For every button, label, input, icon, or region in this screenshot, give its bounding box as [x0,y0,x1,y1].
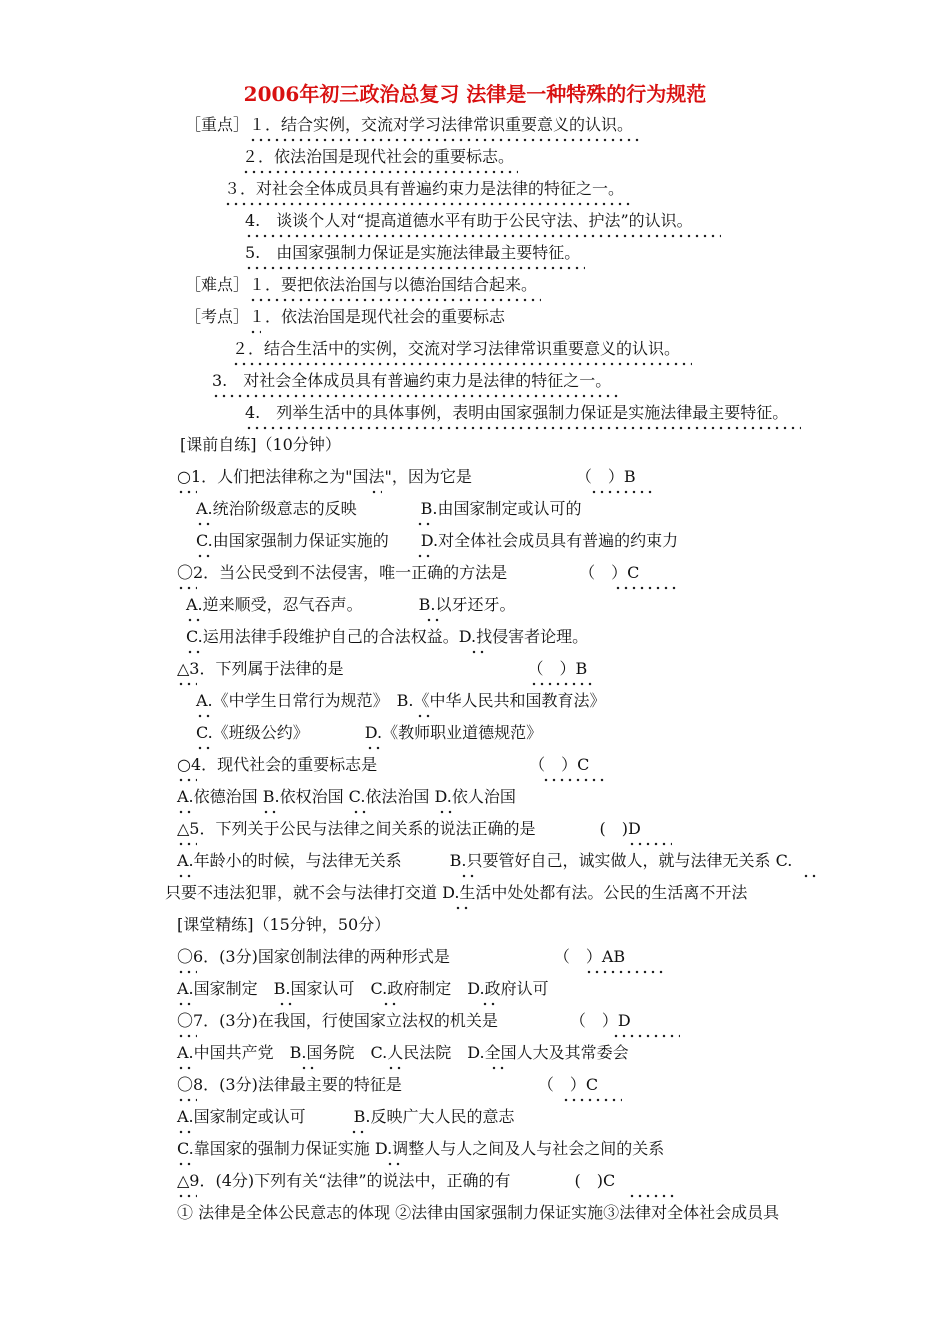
question-6: 〇6．(3分)国家创制法律的两种形式是 （ ）AB [177,947,626,966]
emphasis-dots [242,170,518,174]
question-3-options-cd: C.《班级公约》 D.《教师职业道德规范》 [196,723,543,742]
question-1-options-ab: A.统治阶级意志的反映 B.由国家制定或认可的 [196,499,582,518]
emphasis-dots [177,810,191,814]
question-7-options: A.中国共产党 B.国务院 C.人民法院 D.全国人大及其常委会 [177,1043,629,1062]
question-6-options: A.国家制定 B.国家认可 C.政府制定 D.政府认可 [177,979,549,998]
emphasis-dots [416,522,434,526]
emphasis-dots [196,714,214,718]
emphasis-dots [177,682,197,686]
emphasis-dots [177,874,195,878]
question-4: ○4．现代社会的重要标志是 （ ）C [177,755,590,774]
question-1: ○1．人们把法律称之为"国法"，因为它是 （ ）B [177,467,636,486]
emphasis-dots [470,650,488,654]
emphasis-dots [177,1194,197,1198]
key-point-5: 5. 由国家强制力保证是实施法律最主要特征。 [245,243,581,262]
emphasis-dots [352,810,366,814]
question-5: △5．下列关于公民与法律之间关系的说法正确的是 ( )D [177,819,641,838]
document-title: 2006年初三政治总复习 法律是一种特殊的行为规范 [243,82,707,106]
difficulty-point-1: ［难点］１．要把依法治国与以德治国结合起来。 [185,275,538,294]
emphasis-dots [245,426,801,430]
question-8-options-ab: A.国家制定或认可 B.反映广大人民的意志 [177,1107,515,1126]
emphasis-dots [425,618,443,622]
section-heading-pre-class: [课前自练]（10分钟） [180,435,341,454]
exam-point-3: 3. 对社会全体成员具有普遍约束力是法律的特征之一。 [212,371,612,390]
emphasis-dots [196,522,214,526]
emphasis-dots [562,1098,622,1102]
emphasis-dots [249,330,261,334]
question-5-options-line-2: 只要不违法犯罪，就不会与法律打交道 D.生活中处处都有法。公民的生活离不开法 [165,883,748,902]
emphasis-dots [300,1066,314,1070]
emphasis-dots [490,1066,504,1070]
emphasis-dots [232,362,692,366]
question-3: △3．下列属于法律的是 （ ）B [177,659,588,678]
emphasis-dots [177,778,197,782]
emphasis-dots [802,874,820,878]
emphasis-dots [386,1162,400,1166]
emphasis-dots [262,810,276,814]
question-1-options-cd: C.由国家强制力保证实施的 D.对全体社会成员具有普遍的约束力 [196,531,679,550]
key-point-3: ３．对社会全体成员具有普遍约束力是法律的特征之一。 [224,179,625,198]
emphasis-dots [245,266,585,270]
emphasis-dots [196,554,214,558]
emphasis-dots [177,1002,191,1006]
section-heading-in-class: [课堂精练]（15分钟，50分） [177,915,391,934]
emphasis-dots [481,1002,495,1006]
emphasis-dots [278,1002,292,1006]
emphasis-dots [416,554,434,558]
emphasis-dots [454,906,472,910]
emphasis-dots [438,810,452,814]
emphasis-dots [177,1162,191,1166]
emphasis-dots [382,1002,396,1006]
emphasis-dots [249,298,541,302]
emphasis-dots [177,490,197,494]
emphasis-dots [530,682,592,686]
key-point-1: ［重点］１．结合实例，交流对学习法律常识重要意义的认识。 [185,115,634,134]
question-9: △9．(4分)下列有关“法律”的说法中，正确的有 ( )C [177,1171,616,1190]
emphasis-dots [177,1034,197,1038]
emphasis-dots [416,714,434,718]
emphasis-dots [249,138,641,142]
emphasis-dots [224,202,632,206]
emphasis-dots [370,490,382,494]
emphasis-dots [196,746,214,750]
emphasis-dots [460,874,478,878]
emphasis-dots [177,970,197,974]
emphasis-dots [186,650,204,654]
exam-point-1: ［考点］１．依法治国是现代社会的重要标志 [185,307,506,326]
question-5-options-line-1: A.年龄小的时候，与法律无关系 B.只要管好自己，诚实做人，就与法律无关系 C. [177,851,793,870]
emphasis-dots [177,842,197,846]
emphasis-dots [542,778,604,782]
question-4-options: A.依德治国 B.依权治国 C.依法治国 D.依人治国 [177,787,516,806]
emphasis-dots [614,586,676,590]
emphasis-dots [366,746,384,750]
emphasis-dots [612,1034,680,1038]
emphasis-dots [628,1194,678,1198]
emphasis-dots [350,1130,364,1134]
emphasis-dots [177,1130,191,1134]
emphasis-dots [590,490,652,494]
emphasis-dots [245,234,721,238]
emphasis-dots [177,1066,191,1070]
question-9-statements: ① 法律是全体公民意志的体现 ②法律由国家强制力保证实施③法律对全体社会成员具 [177,1203,780,1222]
emphasis-dots [177,1098,197,1102]
emphasis-dots [585,970,665,974]
question-8-options-cd: C.靠国家的强制力保证实施 D.调整人与人之间及人与社会之间的关系 [177,1139,665,1158]
question-2-options-ab: A.逆来顺受，忍气吞声。 B.以牙还牙。 [186,595,516,614]
question-7: 〇7．(3分)在我国，行使国家立法权的机关是 （ ）D [177,1011,631,1030]
question-3-options-ab: A.《中学生日常行为规范》 B.《中华人民共和国教育法》 [196,691,606,710]
emphasis-dots [186,618,204,622]
question-2-options-cd: C.运用法律手段维护自己的合法权益。D.找侵害者论理。 [186,627,589,646]
question-2: 〇2．当公民受到不法侵害，唯一正确的方法是 （ ）C [177,563,640,582]
emphasis-dots [177,586,197,590]
exam-point-2: ２．结合生活中的实例，交流对学习法律常识重要意义的认识。 [232,339,681,358]
emphasis-dots [628,842,672,846]
exam-point-4: 4. 列举生活中的具体事例，表明由国家强制力保证是实施法律最主要特征。 [245,403,789,422]
emphasis-dots [387,1066,401,1070]
question-8: 〇8．(3分)法律最主要的特征是 （ ）C [177,1075,599,1094]
emphasis-dots [212,394,622,398]
key-point-2: ２．依法治国是现代社会的重要标志。 [242,147,515,166]
key-point-4: 4. 谈谈个人对“提高道德水平有助于公民守法、护法”的认识。 [245,211,693,230]
